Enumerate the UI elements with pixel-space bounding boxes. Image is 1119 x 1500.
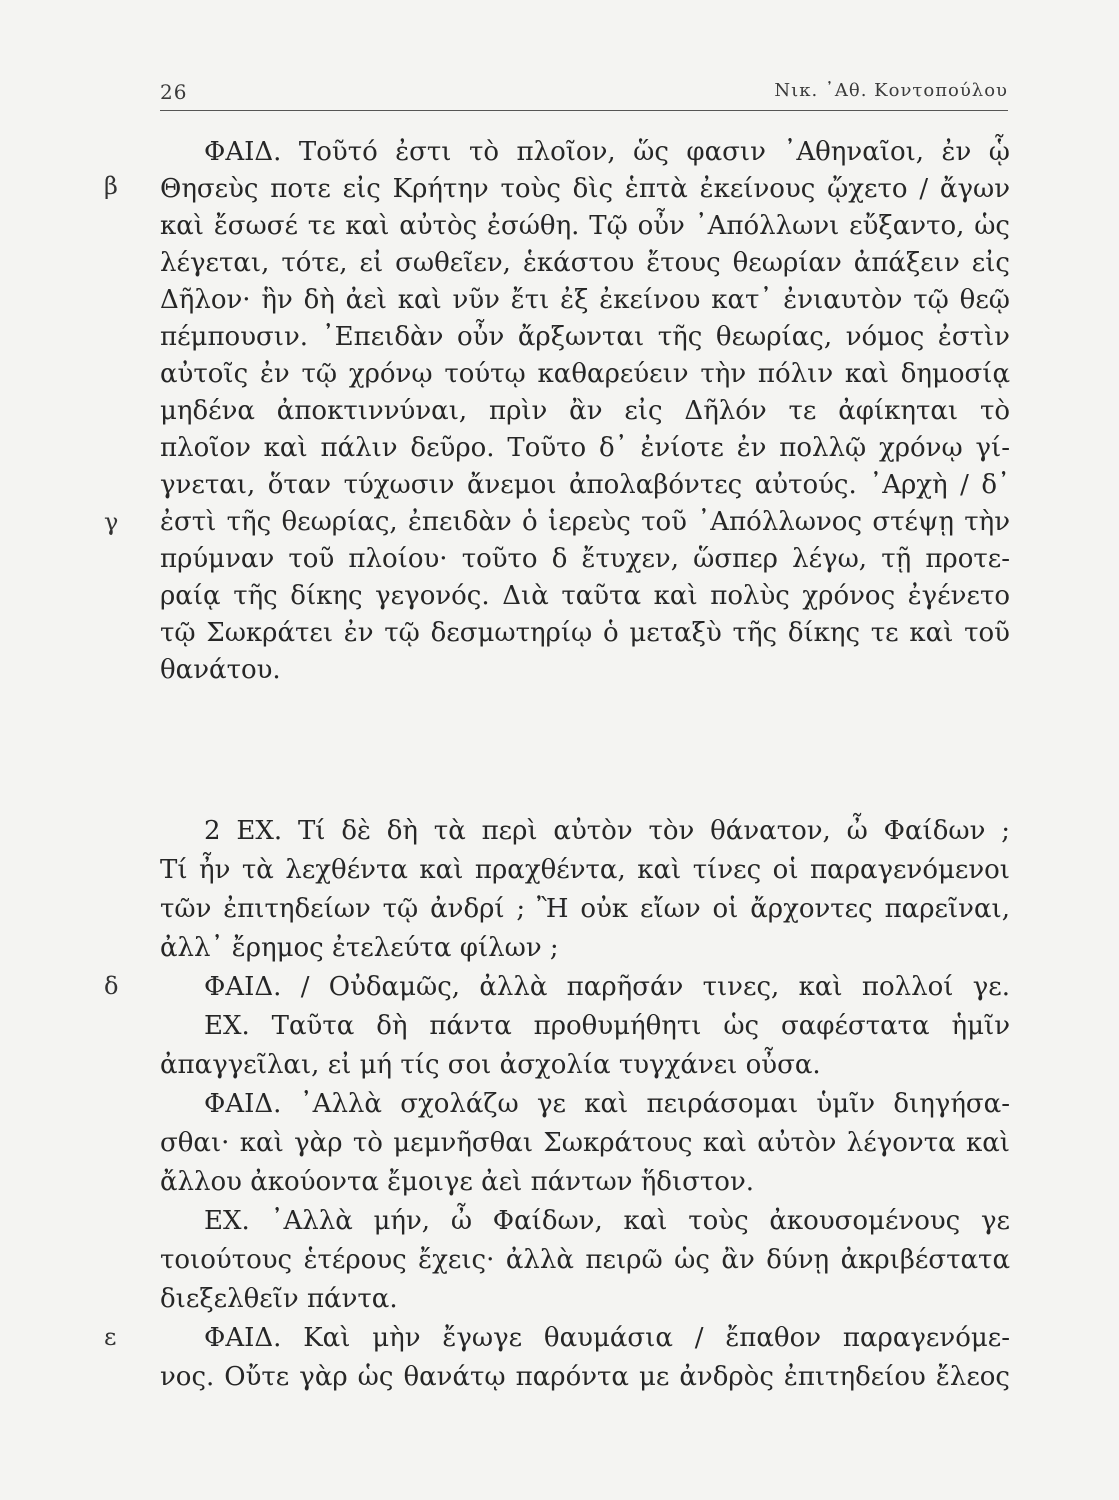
text-line: ἀπαγγεῖλαι, εἰ μή τίς σοι ἀσχολία τυγχάνει οὖσα.: [160, 1050, 821, 1080]
text-line: ΦΑΙΔ. / Οὐδαμῶς, ἀλλὰ παρῆσάν τινες, καὶ πολλοί γε.: [204, 972, 1010, 1002]
text-line: λέγεται, τότε, εἰ σωθεῖεν, ἑκάστου ἔτους θεωρίαν ἀπάξειν εἰς: [160, 248, 1010, 278]
margin-marker-g: γ: [104, 508, 119, 536]
text-line: 2 ΕΧ. Τί δὲ δὴ τὰ περὶ αὐτὸν τὸν θάνατον, ὦ Φαίδων ;: [204, 816, 1010, 846]
text-line: ἀλλ᾿ ἔρημος ἐτελεύτα φίλων ;: [160, 933, 559, 963]
text-line: μηδένα ἀποκτιννύναι, πρὶν ἂν εἰς Δῆλόν τε ἀφίκηται τὸ: [160, 396, 1010, 426]
margin-marker-d: δ: [104, 972, 119, 1000]
margin-marker-e: ε: [104, 1323, 117, 1351]
text-line: θανάτου.: [160, 655, 281, 685]
text-line: ἄλλου ἀκούοντα ἔμοιγε ἀεὶ πάντων ἥδιστον.: [160, 1167, 755, 1197]
text-line: τῷ Σωκράτει ἐν τῷ δεσμωτηρίῳ ὁ μεταξὺ τῆς δίκης τε καὶ τοῦ: [160, 618, 1010, 648]
text-line: ραίᾳ τῆς δίκης γεγονός. Διὰ ταῦτα καὶ πολὺς χρόνος ἐγένετο: [160, 581, 1010, 611]
margin-marker-b: β: [104, 172, 118, 200]
text-line: πρύμναν τοῦ πλοίου· τοῦτο δ ἔτυχεν, ὥσπερ λέγω, τῇ προτε-: [160, 544, 1010, 574]
text-line: Θησεὺς ποτε εἰς Κρήτην τοὺς δὶς ἑπτὰ ἐκείνους ᾤχετο / ἄγων: [160, 174, 1010, 204]
text-line: πλοῖον καὶ πάλιν δεῦρο. Τοῦτο δ᾿ ἐνίοτε ἐν πολλῷ χρόνῳ γί-: [160, 433, 1010, 463]
page-header: [160, 76, 1008, 111]
text-line: ΕΧ. ᾿Αλλὰ μήν, ὦ Φαίδων, καὶ τοὺς ἀκουσομένους γε: [204, 1206, 1010, 1236]
text-line: Τί ἦν τὰ λεχθέντα καὶ πραχθέντα, καὶ τίνες οἱ παραγενόμενοι: [160, 855, 1010, 885]
text-line: Δῆλον· ἣν δὴ ἀεὶ καὶ νῦν ἔτι ἐξ ἐκείνου κατ᾿ ἐνιαυτὸν τῷ θεῷ: [160, 285, 1010, 315]
text-line: καὶ ἔσωσέ τε καὶ αὐτὸς ἐσώθη. Τῷ οὖν ᾿Απόλλωνι εὔξαντο, ὡς: [160, 211, 1010, 241]
text-line: ΕΧ. Ταῦτα δὴ πάντα προθυμήθητι ὡς σαφέστατα ἡμῖν: [204, 1011, 1010, 1041]
text-line: νος. Οὔτε γὰρ ὡς θανάτῳ παρόντα με ἀνδρὸς ἐπιτηδείου ἔλεος: [160, 1362, 1010, 1392]
text-line: ΦΑΙΔ. ᾿Αλλὰ σχολάζω γε καὶ πειράσομαι ὑμῖν διηγήσα-: [204, 1089, 1010, 1119]
text-line: διεξελθεῖν πάντα.: [160, 1284, 398, 1314]
text-line: σθαι· καὶ γὰρ τὸ μεμνῆσθαι Σωκράτους καὶ αὐτὸν λέγοντα καὶ: [160, 1128, 1010, 1158]
running-head: Νικ. ᾿Αθ. Κοντοπούλου: [774, 80, 1008, 101]
text-line: ΦΑΙΔ. Τοῦτό ἐστι τὸ πλοῖον, ὥς φασιν ᾿Αθηναῖοι, ἐν ᾧ: [204, 137, 1010, 167]
text-line: ἐστὶ τῆς θεωρίας, ἐπειδὰν ὁ ἱερεὺς τοῦ ᾿Απόλλωνος στέψῃ τὴν: [160, 507, 1010, 537]
text-line: τῶν ἐπιτηδείων τῷ ἀνδρί ; Ἢ οὐκ εἴων οἱ ἄρχοντες παρεῖναι,: [160, 894, 1010, 924]
text-line: γνεται, ὅταν τύχωσιν ἄνεμοι ἀπολαβόντες αὐτούς. ᾿Αρχὴ / δ᾿: [160, 470, 1010, 500]
page-number: 26: [160, 80, 188, 104]
text-line: πέμπουσιν. ᾿Επειδὰν οὖν ἄρξωνται τῆς θεωρίας, νόμος ἐστὶν: [160, 322, 1010, 352]
text-line: ΦΑΙΔ. Καὶ μὴν ἔγωγε θαυμάσια / ἔπαθον παραγενόμε-: [204, 1323, 1010, 1353]
text-line: τοιούτους ἑτέρους ἔχεις· ἀλλὰ πειρῶ ὡς ἂν δύνῃ ἀκριβέστατα: [160, 1245, 1010, 1275]
text-line: αὐτοῖς ἐν τῷ χρόνῳ τούτῳ καθαρεύειν τὴν πόλιν καὶ δημοσίᾳ: [160, 359, 1010, 389]
